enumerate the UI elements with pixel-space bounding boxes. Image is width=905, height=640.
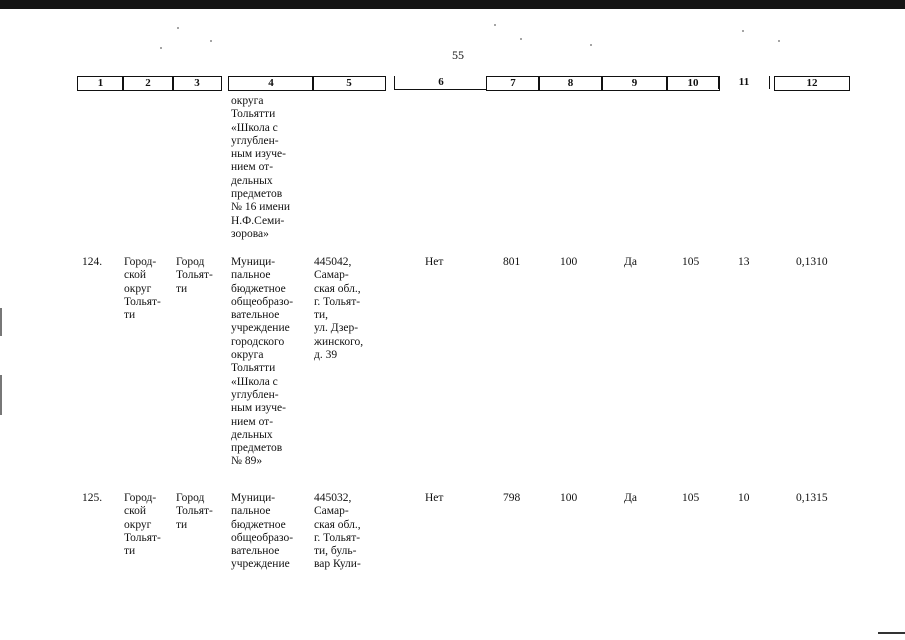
header-cell-3: 3	[172, 76, 222, 91]
col12-value: 0,1310	[796, 256, 828, 268]
col8-value: 100	[560, 492, 578, 504]
col7-value: 798	[503, 492, 521, 504]
header-cell-7: 7	[486, 76, 540, 91]
scan-speck	[742, 30, 744, 32]
col10-value: 105	[682, 256, 700, 268]
header-cell-8: 8	[538, 76, 603, 91]
institution-name: Муници- пальное бюджетное общеобразо- вательное учреждение городского округа Тольятти «Школа с углублен- ным изуче- нием от- дельных предметов № 89»	[231, 256, 294, 468]
header-cell-11: 11	[718, 76, 770, 89]
scan-speck	[177, 27, 179, 29]
col9-value: Да	[624, 492, 637, 504]
col10-value: 105	[682, 492, 700, 504]
col8-value: 100	[560, 256, 578, 268]
col11-value: 13	[738, 256, 750, 268]
header-cell-10: 10	[666, 76, 720, 91]
scan-left-edge-mark	[0, 308, 2, 336]
row-number: 125.	[82, 492, 103, 504]
settlement: Город Тольят- ти	[176, 256, 213, 295]
scan-speck	[160, 47, 162, 49]
scan-left-edge-mark	[0, 375, 2, 415]
col11-value: 10	[738, 492, 750, 504]
row-number: 124.	[82, 256, 103, 268]
header-cell-4: 4	[228, 76, 314, 91]
header-cell-6: 6	[394, 76, 487, 90]
col12-value: 0,1315	[796, 492, 828, 504]
col6-value: Нет	[425, 256, 444, 268]
col6-value: Нет	[425, 492, 444, 504]
header-cell-12: 12	[774, 76, 850, 91]
institution-name: Муници- пальное бюджетное общеобразо- вательное учреждение	[231, 492, 294, 571]
header-cell-5: 5	[312, 76, 386, 91]
continued-institution-name: округа Тольятти «Школа с углублен- ным изуче- нием от- дельных предметов № 16 имени Н.Ф.Семи- зорова»	[231, 95, 291, 240]
settlement: Город Тольят- ти	[176, 492, 213, 531]
scan-speck	[210, 40, 212, 42]
header-cell-1: 1	[77, 76, 124, 91]
header-cell-2: 2	[122, 76, 174, 91]
address: 445042, Самар- ская обл., г. Тольят- ти, ул. Дзер- жинского, д. 39	[314, 256, 364, 362]
page-number: 55	[452, 48, 464, 62]
scan-speck	[520, 38, 522, 40]
scan-speck	[590, 44, 592, 46]
municipal-district: Город- ской округ Тольят- ти	[124, 256, 161, 322]
header-cell-9: 9	[601, 76, 668, 91]
col7-value: 801	[503, 256, 521, 268]
scan-speck	[778, 40, 780, 42]
municipal-district: Город- ской округ Тольят- ти	[124, 492, 161, 558]
scan-top-edge	[0, 0, 905, 9]
scan-speck	[494, 24, 496, 26]
col9-value: Да	[624, 256, 637, 268]
address: 445032, Самар- ская обл., г. Тольят- ти, буль- вар Кули-	[314, 492, 361, 571]
scan-bottom-mark	[878, 632, 905, 634]
